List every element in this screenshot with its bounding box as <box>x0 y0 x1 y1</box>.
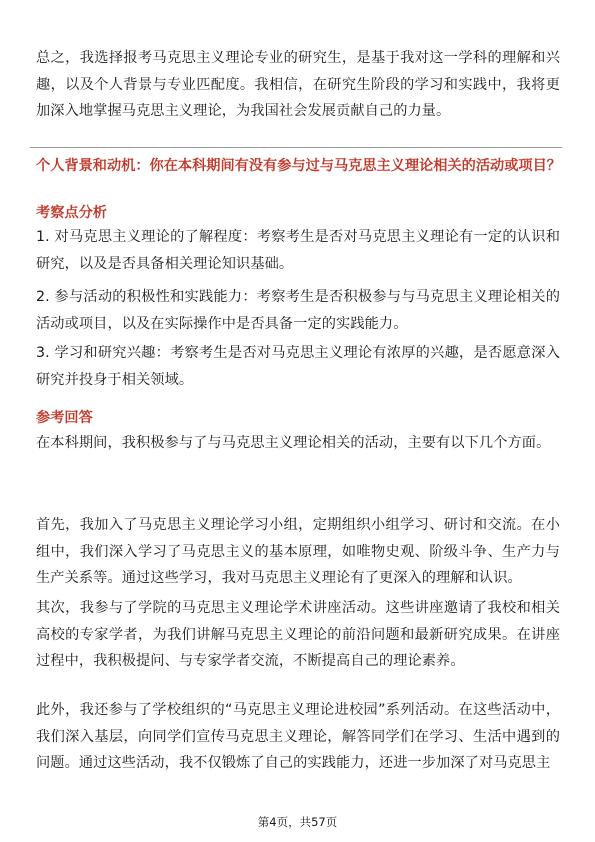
page-number: 第4页，共57页 <box>257 815 338 829</box>
answer-paragraph-3: 其次，我参与了学院的马克思主义理论学术讲座活动。这些讲座邀请了我校和相关高校的专家学者，为我们讲解马克思主义理论的前沿问题和最新研究成果。在讲座过程中，我积极提问、与专家学者交流，不断提高自己的理论素养。 <box>36 600 560 669</box>
answer-paragraph-4: 此外，我还参与了学校组织的“马克思主义理论进校园”系列活动。在这些活动中，我们深入基层，向同学们宣传马克思主义理论，解答同学们在学习、生活中遇到的问题。通过这些活动，我不仅锻炼了自己的实践能力，还进一步加深了对马克思主 <box>36 702 560 771</box>
section-divider <box>30 147 562 148</box>
answer-paragraph-2: 首先，我加入了马克思主义理论学习小组，定期组织小组学习、研讨和交流。在小组中，我们深入学习了马克思主义的基本原理，如唯物史观、阶级斗争、生产力与生产关系等。通过这些学习，我对马克思主义理论有了更深入的理解和认识。 <box>36 517 560 586</box>
analysis-point-1: 1. 对马克思主义理论的了解程度：考察考生是否对马克思主义理论有一定的认识和研究，以及是否具备相关理论知识基础。 <box>36 229 560 272</box>
analysis-point-2: 2. 参与活动的积极性和实践能力：考察考生是否积极参与与马克思主义理论相关的活动或项目，以及在实际操作中是否具备一定的实践能力。 <box>36 289 560 332</box>
question-heading: 个人背景和动机：你在本科期间有没有参与过与马克思主义理论相关的活动或项目？ <box>36 158 561 174</box>
answer-paragraph-1: 在本科期间，我积极参与了与马克思主义理论相关的活动，主要有以下几个方面。 <box>36 435 551 451</box>
analysis-heading: 考察点分析 <box>36 205 107 221</box>
answer-heading: 参考回答 <box>36 410 93 426</box>
analysis-point-3: 3. 学习和研究兴趣：考察考生是否对马克思主义理论有浓厚的兴趣，是否愿意深入研究并投身于相关领域。 <box>36 345 560 388</box>
intro-paragraph: 总之，我选择报考马克思主义理论专业的研究生，是基于我对这一学科的理解和兴趣，以及个人背景与专业匹配度。我相信，在研究生阶段的学习和实践中，我将更加深入地掌握马克思主义理论，为我国社会发展贡献自己的力量。 <box>36 50 560 119</box>
